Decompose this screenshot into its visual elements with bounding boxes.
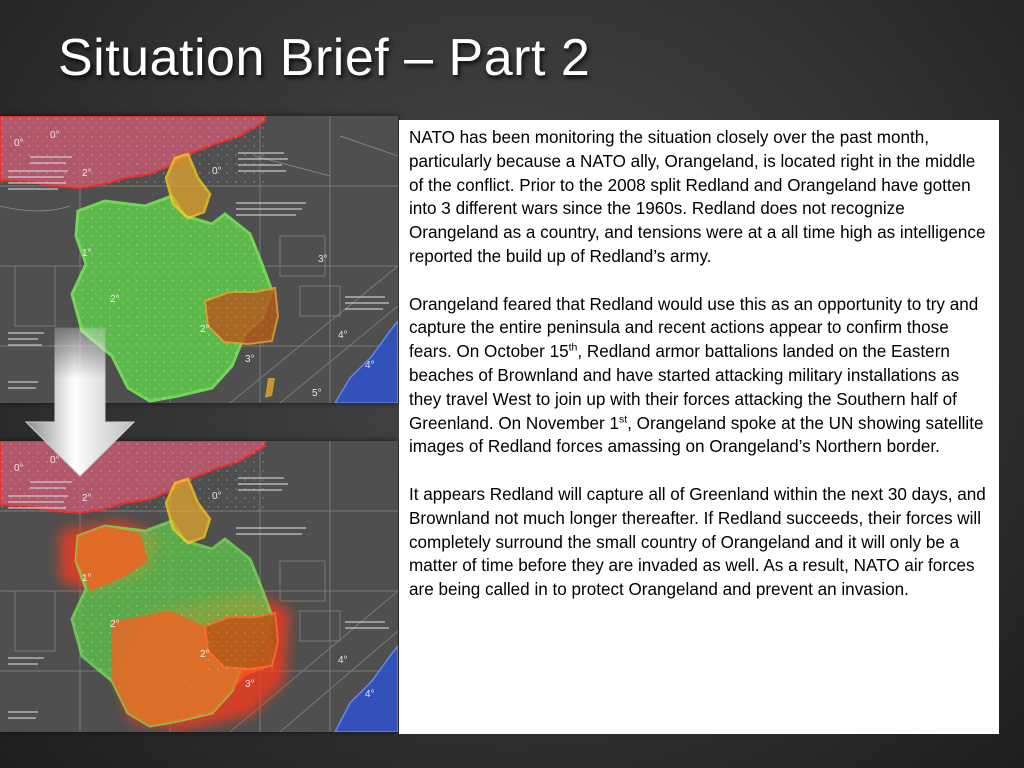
chart-degree-label: 3°	[245, 679, 255, 690]
brief-paragraph-2-part-b: , Redland armor battalions landed on the Eastern beaches of Brownland and have started attacking military installations as they travel West to join up with their forces attacking the Southern half of Greenland. On November 1	[409, 342, 960, 433]
chart-degree-label: 3°	[245, 354, 255, 365]
chart-degree-label: 1°	[82, 248, 92, 259]
chart-degree-label: 1°	[82, 573, 92, 584]
chart-degree-label: 0°	[14, 463, 24, 474]
chart-degree-label: 0°	[212, 166, 222, 177]
chart-degree-label: 3°	[318, 254, 328, 265]
aeronautical-chart-projected	[0, 441, 398, 732]
brief-paragraph-2-part-a: Orangeland feared that Redland would use this as an opportunity to try and capture the entire peninsula and recent actions appear to confirm those fears. On October 15	[409, 294, 979, 362]
brief-text-panel	[399, 120, 999, 734]
chart-degree-label: 2°	[110, 619, 120, 630]
chart-degree-label: 4°	[338, 655, 348, 666]
chart-degree-label: 4°	[338, 330, 348, 341]
chart-degree-label: 2°	[110, 294, 120, 305]
chart-degree-label: 2°	[82, 493, 92, 504]
brief-paragraph-1: NATO has been monitoring the situation closely over the past month, particularly because a NATO ally, Orangeland, is located right in the middle of the conflict. Prior to the 2008 split Redland and Orangeland have gotten into 3 different wars since the 1960s. Redland does not recognize Orangeland as a country, and tensions were at a all time high as intelligence reported the build up of Redland’s army.	[409, 128, 986, 266]
brief-paragraph-3: It appears Redland will capture all of Greenland within the next 30 days, and Brownland not much longer thereafter. If Redland succeeds, their forces will completely surround the small country of Orangeland and it will only be a matter of time before they are invaded as well. As a result, NATO air forces are being called in to protect Orangeland and prevent an invasion.	[409, 484, 986, 600]
slide-title: Situation Brief – Part 2	[58, 29, 591, 87]
chart-degree-label: 2°	[200, 324, 210, 335]
chart-degree-label: 5°	[312, 388, 322, 399]
chart-degree-label: 0°	[14, 138, 24, 149]
chart-degree-label: 4°	[365, 360, 375, 371]
chart-degree-label: 4°	[365, 689, 375, 700]
down-arrow-icon	[22, 326, 138, 478]
ordinal-suffix: th	[568, 341, 578, 354]
ordinal-suffix: st	[618, 412, 628, 425]
chart-degree-label: 0°	[50, 455, 60, 466]
chart-degree-label: 2°	[82, 168, 92, 179]
brief-paragraph-2-part-c: , Orangeland spoke at the UN showing satellite images of Redland forces amassing on Orangeland’s Northern border.	[409, 413, 984, 457]
chart-degree-label: 0°	[50, 130, 60, 141]
situation-map-projected	[0, 441, 398, 732]
chart-degree-label: 2°	[200, 649, 210, 660]
chart-degree-label: 0°	[212, 491, 222, 502]
brief-paragraph-2	[409, 293, 989, 460]
